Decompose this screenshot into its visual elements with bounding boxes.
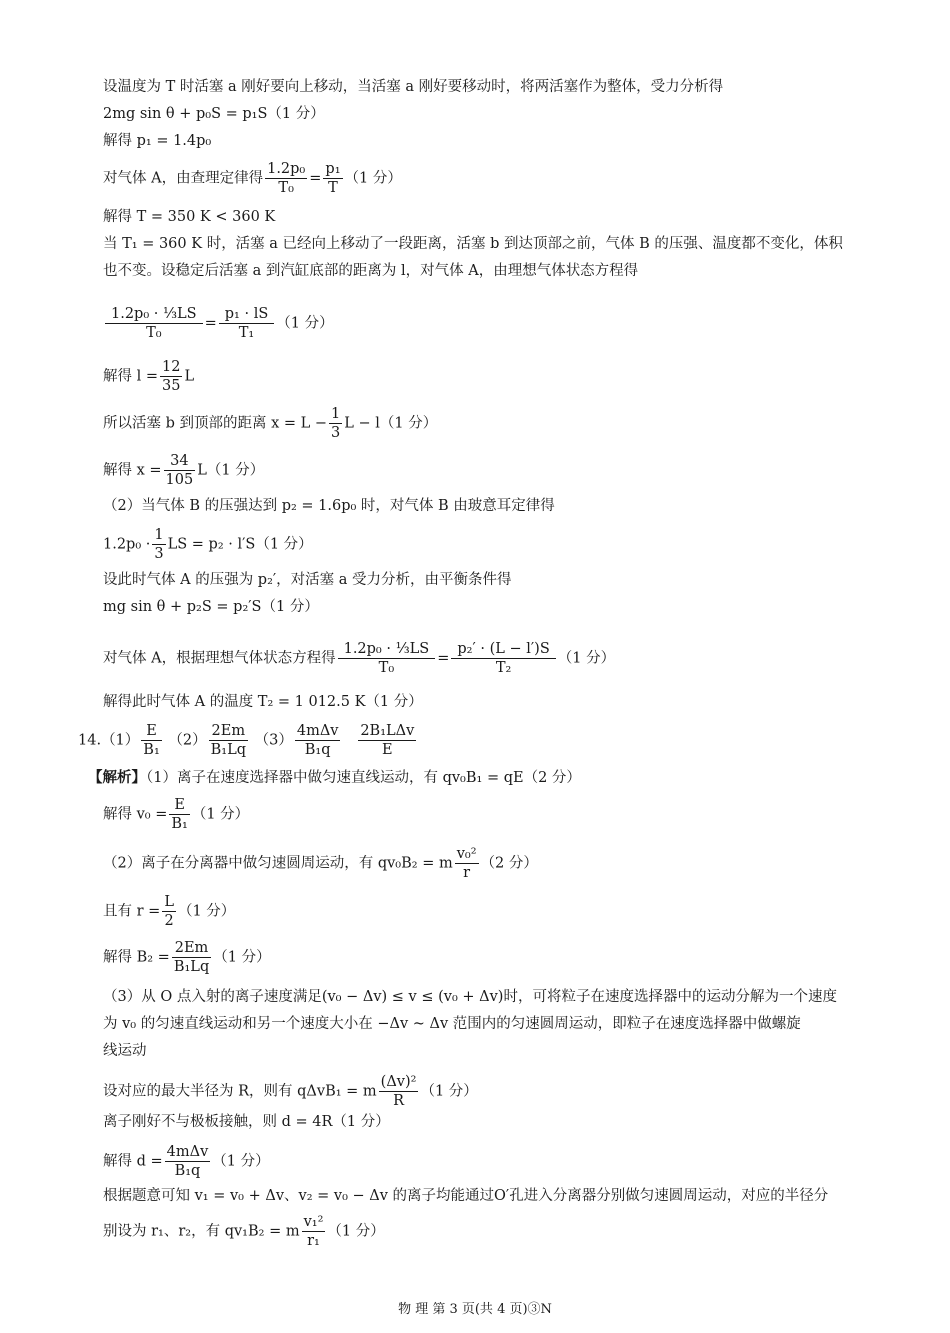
fraction xyxy=(152,526,165,563)
text: 设对应的最大半径为 R，则有 qΔvB₁ = m xyxy=(103,1083,377,1100)
denominator: B₁Lq xyxy=(210,742,246,758)
equation-line xyxy=(103,893,235,930)
charles-law-line xyxy=(103,160,402,197)
denominator: T₀ xyxy=(278,180,294,196)
denominator: B₁ xyxy=(171,816,188,832)
fraction xyxy=(329,405,342,442)
fraction xyxy=(358,722,416,759)
denominator: B₁Lq xyxy=(173,959,210,975)
text: 解得 x = xyxy=(103,462,162,479)
score: （1 分） xyxy=(557,650,616,667)
answer-summary-line xyxy=(78,722,418,759)
score: （1 分） xyxy=(212,1153,270,1170)
fraction xyxy=(162,893,176,930)
result-line xyxy=(103,939,271,976)
denominator: T₀ xyxy=(378,660,395,676)
text-line: 设温度为 T 时活塞 a 刚好要向上移动，当活塞 a 刚好要移动时，将两活塞作为整体，受力分析得 xyxy=(103,79,724,95)
denominator: T xyxy=(328,180,338,196)
score: （1 分） xyxy=(213,949,271,966)
fraction xyxy=(105,305,203,342)
numerator: p₁ xyxy=(325,161,341,177)
result-line xyxy=(103,796,249,833)
numerator: 1 xyxy=(154,527,164,543)
numerator: v₁² xyxy=(303,1214,324,1230)
fraction xyxy=(338,640,436,677)
page-footer: 物 理 第 3 页(共 4 页)③N xyxy=(398,1302,552,1317)
text-line: 也不变。设稳定后活塞 a 到汽缸底部的距离为 l，对气体 A，由理想气体状态方程得 xyxy=(103,263,639,279)
fraction xyxy=(209,722,248,759)
score: （1 分） xyxy=(344,170,402,187)
result-line xyxy=(103,1143,270,1180)
fraction xyxy=(295,722,341,759)
numerator: 34 xyxy=(164,452,196,471)
text-line: 为 v₀ 的匀速直线运动和另一个速度大小在 −Δv ~ Δv 范围内的匀速圆周运动，即粒子在速度选择器中做螺旋 xyxy=(103,1016,801,1032)
numerator: p₂′ · (L − l′)S xyxy=(451,640,555,659)
denominator: T₁ xyxy=(238,325,255,341)
numerator: 4mΔv xyxy=(296,723,339,739)
fraction xyxy=(160,358,182,395)
text-line: （2）当气体 B 的压强达到 p₂ = 1.6p₀ 时，对气体 B 由玻意耳定律得 xyxy=(103,498,555,514)
denominator: R xyxy=(393,1093,405,1109)
distance-line xyxy=(103,405,437,442)
equals: = xyxy=(204,315,217,332)
numerator: 2B₁LΔv xyxy=(360,723,415,739)
numerator: v₀² xyxy=(456,846,477,862)
fraction xyxy=(302,1213,326,1250)
text: 1.2p₀ · xyxy=(103,536,151,553)
fraction xyxy=(169,796,189,833)
text-line: 线运动 xyxy=(103,1043,147,1059)
equation-line xyxy=(103,1213,385,1250)
score: （1 分） xyxy=(327,1223,385,1240)
denominator: E xyxy=(382,742,393,758)
denominator: 3 xyxy=(331,425,341,441)
question-number: 14. xyxy=(78,732,102,749)
denominator: B₁ xyxy=(143,742,160,758)
score: （1 分） xyxy=(177,903,236,920)
fraction xyxy=(265,160,307,197)
fraction xyxy=(379,1073,419,1110)
text: L xyxy=(184,368,195,385)
text: 解得 d = xyxy=(103,1153,163,1170)
text: 对气体 A，根据理想气体状态方程得 xyxy=(103,650,336,667)
numerator: 1 xyxy=(331,406,341,422)
equation-line xyxy=(103,845,538,882)
result-line: 解得此时气体 A 的温度 T₂ = 1 012.5 K（1 分） xyxy=(103,694,423,710)
fraction xyxy=(164,452,196,489)
denominator: 35 xyxy=(162,378,181,394)
fraction xyxy=(141,722,161,759)
analysis-line xyxy=(88,768,581,788)
numerator: 4mΔv xyxy=(166,1144,209,1160)
result-line xyxy=(103,358,194,395)
text: 所以活塞 b 到顶部的距离 x = L − xyxy=(103,415,328,432)
denominator: 2 xyxy=(164,913,174,929)
numerator: E xyxy=(141,722,161,741)
text-line: 设此时气体 A 的压强为 p₂′，对活塞 a 受力分析，由平衡条件得 xyxy=(103,572,512,588)
result-line xyxy=(103,452,264,489)
text-line: 离子刚好不与极板接触，则 d = 4R（1 分） xyxy=(103,1114,390,1130)
result-line: 解得 p₁ = 1.4p₀ xyxy=(103,133,212,149)
equation-line: mg sin θ + p₂S = p₂′S（1 分） xyxy=(103,599,319,615)
text: L（1 分） xyxy=(197,462,265,479)
text-line: 根据题意可知 v₁ = v₀ + Δv、v₂ = v₀ − Δv 的离子均能通过O′孔进入分离器分别做匀速圆周运动，对应的半径分 xyxy=(103,1188,829,1204)
numerator: 1.2p₀ · ⅓LS xyxy=(105,305,203,324)
denominator: T₂ xyxy=(495,660,512,676)
numerator: 12 xyxy=(162,359,181,375)
numerator: E xyxy=(169,796,189,815)
equation-line: 2mg sin θ + p₀S = p₁S（1 分） xyxy=(103,106,325,122)
text: 别设为 r₁、r₂，有 qv₁B₂ = m xyxy=(103,1223,300,1240)
text: 解得 v₀ = xyxy=(103,806,168,823)
denominator: 3 xyxy=(154,546,164,562)
text-line: （3）从 O 点入射的离子速度满足(v₀ − Δv) ≤ v ≤ (v₀ + Δv)时，可将粒子在速度选择器中的运动分解为一个速度 xyxy=(103,989,837,1005)
text: 解得 l = xyxy=(103,368,159,385)
numerator: (Δv)² xyxy=(380,1074,417,1090)
fraction xyxy=(451,640,555,677)
score: （2 分） xyxy=(480,855,538,872)
denominator: B₁q xyxy=(304,742,331,758)
part-label: （1） xyxy=(101,732,140,749)
numerator: L xyxy=(164,894,174,910)
text: （1）离子在速度选择器中做匀速直线运动，有 qv₀B₁ = qE（2 分） xyxy=(146,770,581,786)
fraction xyxy=(165,1143,211,1180)
fraction xyxy=(172,939,211,976)
denominator: r₁ xyxy=(307,1233,320,1249)
score: （1 分） xyxy=(191,806,250,823)
gas-state-equation-line xyxy=(103,305,334,342)
numerator: 1.2p₀ · ⅓LS xyxy=(338,640,436,659)
numerator: p₁ · lS xyxy=(219,305,275,324)
fraction xyxy=(219,305,275,342)
text: 对气体 A，由查理定律得 xyxy=(103,170,264,187)
fraction xyxy=(455,845,479,882)
denominator: B₁q xyxy=(174,1163,201,1179)
part-label: （3） xyxy=(254,732,293,749)
score: （1 分） xyxy=(420,1083,478,1100)
part-label: （2） xyxy=(168,732,207,749)
text-line: 当 T₁ = 360 K 时，活塞 a 已经向上移动了一段距离，活塞 b 到达顶部之前，气体 B 的压强、温度都不变化，体积 xyxy=(103,236,843,252)
text: 解得 B₂ = xyxy=(103,949,170,966)
text: L − l（1 分） xyxy=(344,415,438,432)
numerator: 1.2p₀ xyxy=(267,161,306,177)
equals: = xyxy=(309,170,322,187)
denominator: r xyxy=(463,865,471,881)
denominator: T₀ xyxy=(146,325,162,341)
numerator: 2Em xyxy=(172,939,211,958)
text: （2）离子在分离器中做匀速圆周运动，有 qv₀B₂ = m xyxy=(103,855,453,872)
denominator: 105 xyxy=(165,472,194,488)
text: 且有 r = xyxy=(103,903,161,920)
equation-line xyxy=(103,1073,478,1110)
result-line: 解得 T = 350 K < 360 K xyxy=(103,209,276,225)
score: （1 分） xyxy=(276,315,334,332)
gas-state-equation-line xyxy=(103,640,615,677)
text: LS = p₂ · l′S（1 分） xyxy=(167,536,313,553)
analysis-tag: 【解析】 xyxy=(88,769,146,786)
fraction xyxy=(323,160,342,197)
boyle-law-line xyxy=(103,526,313,563)
equals: = xyxy=(437,650,450,667)
numerator: 2Em xyxy=(209,722,248,741)
